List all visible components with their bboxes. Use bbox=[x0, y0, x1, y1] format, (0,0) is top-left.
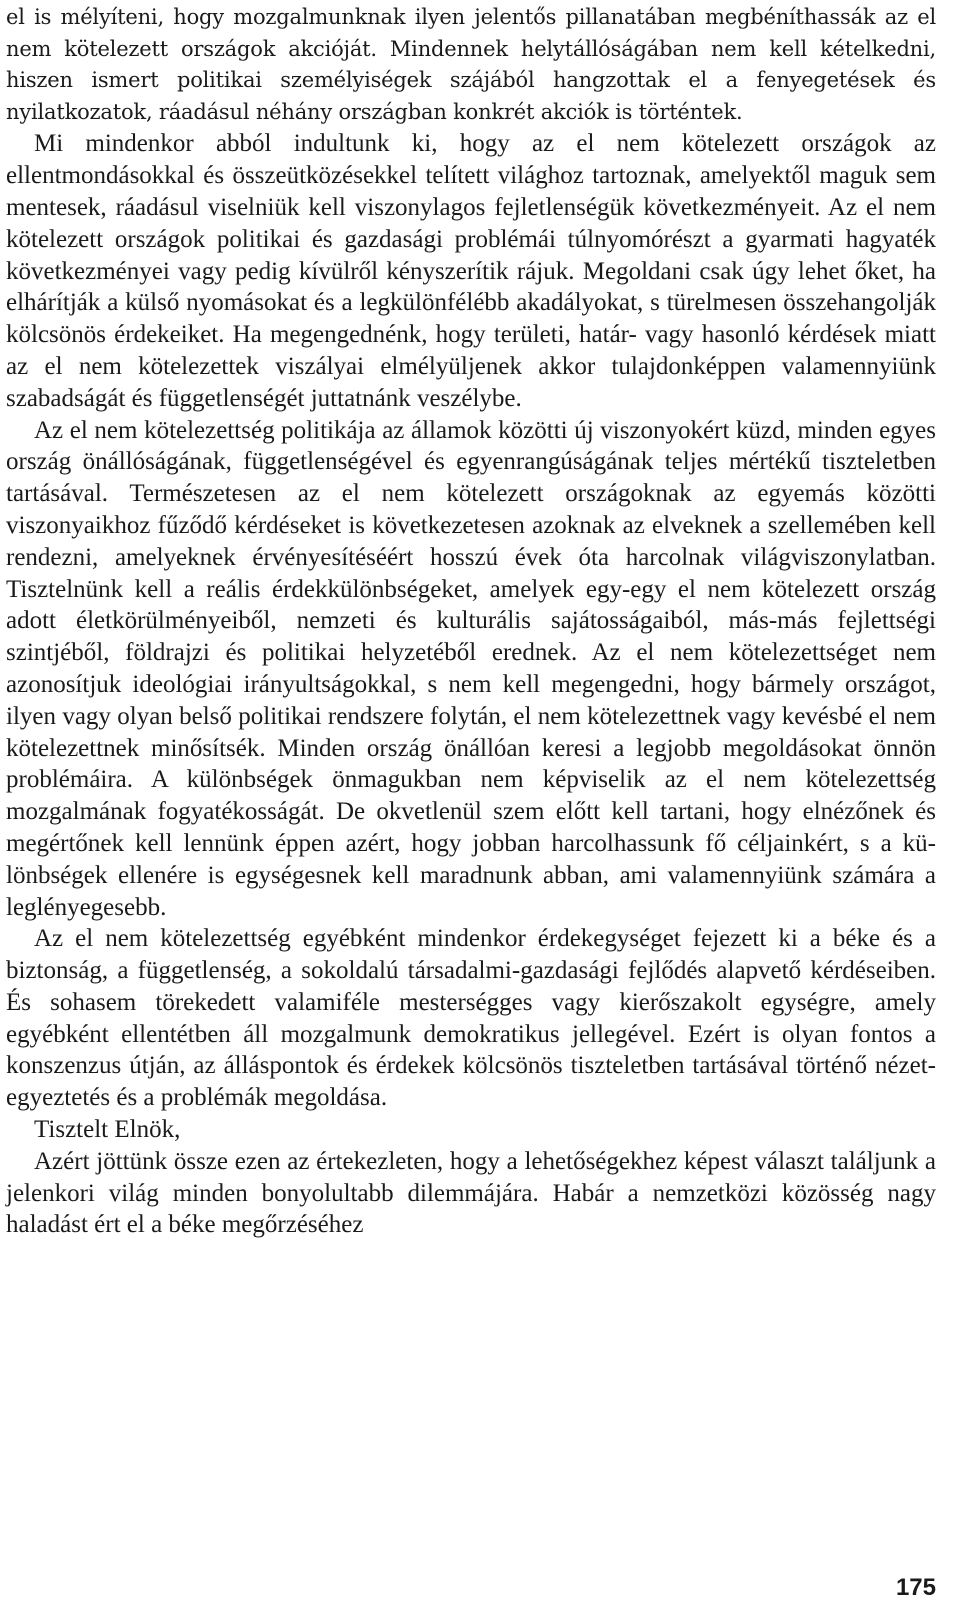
paragraph-conference-purpose: Azért jöttünk össze ezen az értekezleten, hogy a lehetőségekhez képest választ találjunk a jelenkori világ minden bonyolultabb dilemmájára. Habár a nemzetközi közösség nagy haladást ért el a béke megőrzéséhez bbox=[6, 1147, 936, 1239]
paragraph-continuation: el is mélyíteni, hogy mozgalmunknak ilyen jelentős pillanatában megbéníthassák az el nem kötelezett országok akcióját. Mindennek helytállóságában nem kell kételkedni, hiszen ismert politikai személyiségek szájából hangzottak el a fenyegetések és nyilatkozatok, ráadásul néhány országban konkrét akciók is történtek. bbox=[6, 5, 936, 124]
document-page bbox=[6, 2, 936, 1241]
salutation: Tisztelt Elnök, bbox=[34, 1116, 181, 1144]
paragraph-common-interest: Az el nem kötelezettség egyébként mindenkor érdekegységet fejezett ki a béke és a biztonság, a függetlenség, a sokoldalú társadalmi-gazdasági fejlődés alapvető kérdéseiben. És sohasem törekedett valamiféle mesterségges vagy kierőszakolt egységre, amely egyébként ellentétben áll mozgalmunk demokratikus jellegével. Ezért is olyan fontos a konszenzus útján, az álláspontok és érdekek kölcsönös tiszteletben tartásával történő nézetegyeztetés és a problémák megoldása. bbox=[6, 925, 936, 1112]
page-number: 175 bbox=[895, 1574, 936, 1601]
paragraph-non-aligned-countries-contradictions: Mi mindenkor abból indultunk ki, hogy az el nem kötelezett országok az ellentmondásokkal és összeütközésekkel telített világhoz tartoznak, amelyektől maguk sem mentesek, ráadásul viselniük kell viszonylagos fejletlenségük következményeit. Az el nem kötelezett országok politikai és gazdasági problémái túlnyomórészt a gyarmati hagyaték következményei vagy pedig kívülről kényszerítik rájuk. Megoldani csak úgy lehet őket, ha elhárítják a külső nyomásokat és a legkülönfélébb akadályokat, s türelmesen összehangolják kölcsönös érdekeiket. Ha megengednénk, hogy területi, határ- vagy hasonló kérdések miatt az el nem kötelezettek viszályai elmélyüljenek akkor tulajdonképpen valamennyiünk szabadságát és függetlenségét juttatnánk veszélybe. bbox=[6, 130, 936, 412]
paragraph-non-alignment-policy: Az el nem kötelezettség politikája az államok közötti új viszonyokért küzd, minden egyes ország önállóságának, függetlenségével és egyenrangúságának teljes mértékű tiszteletben tartásával. Természetesen az el nem kötelezett országoknak az egyemás közötti viszonyaikhoz fűződő kérdéseket is következetesen azoknak az elveknek a szellemében kell rendezni, amelyeknek érvényesítéséért hosszú évek óta harcolnak világviszonylatban. Tisztelnünk kell a reális érdekkülönbségeket, amelyek egy-egy el nem kötelezett ország adott életkörülményeiből, nemzeti és kulturális sajátosságaiból, más-más fejlettségi szintjéből, földrajzi és politikai helyzetéből erednek. Az el nem kötelezettséget nem azonosítjuk ideológiai irányultságokkal, s nem kell megengedni, hogy bármely országot, ilyen vagy olyan belső politikai rendszere folytán, el nem kötelezettnek vagy kevésbé el nem kötelezettnek minősítsék. Minden ország önállóan keresi a legjobb megoldásokat önnön problémáira. A különbségek önmagukban nem képviselik az el nem kötelezettség mozgalmának fogyatékosságát. De okvetlenül szem előtt kell tartani, hogy elnézőnek és megértőnek kell lennünk éppen azért, hogy jobban harcolhassunk fő céljainkért, s a különbségek ellenére is egységesnek kell maradnunk abban, ami valamennyiünk számára a leglényegesebb. bbox=[6, 416, 936, 921]
